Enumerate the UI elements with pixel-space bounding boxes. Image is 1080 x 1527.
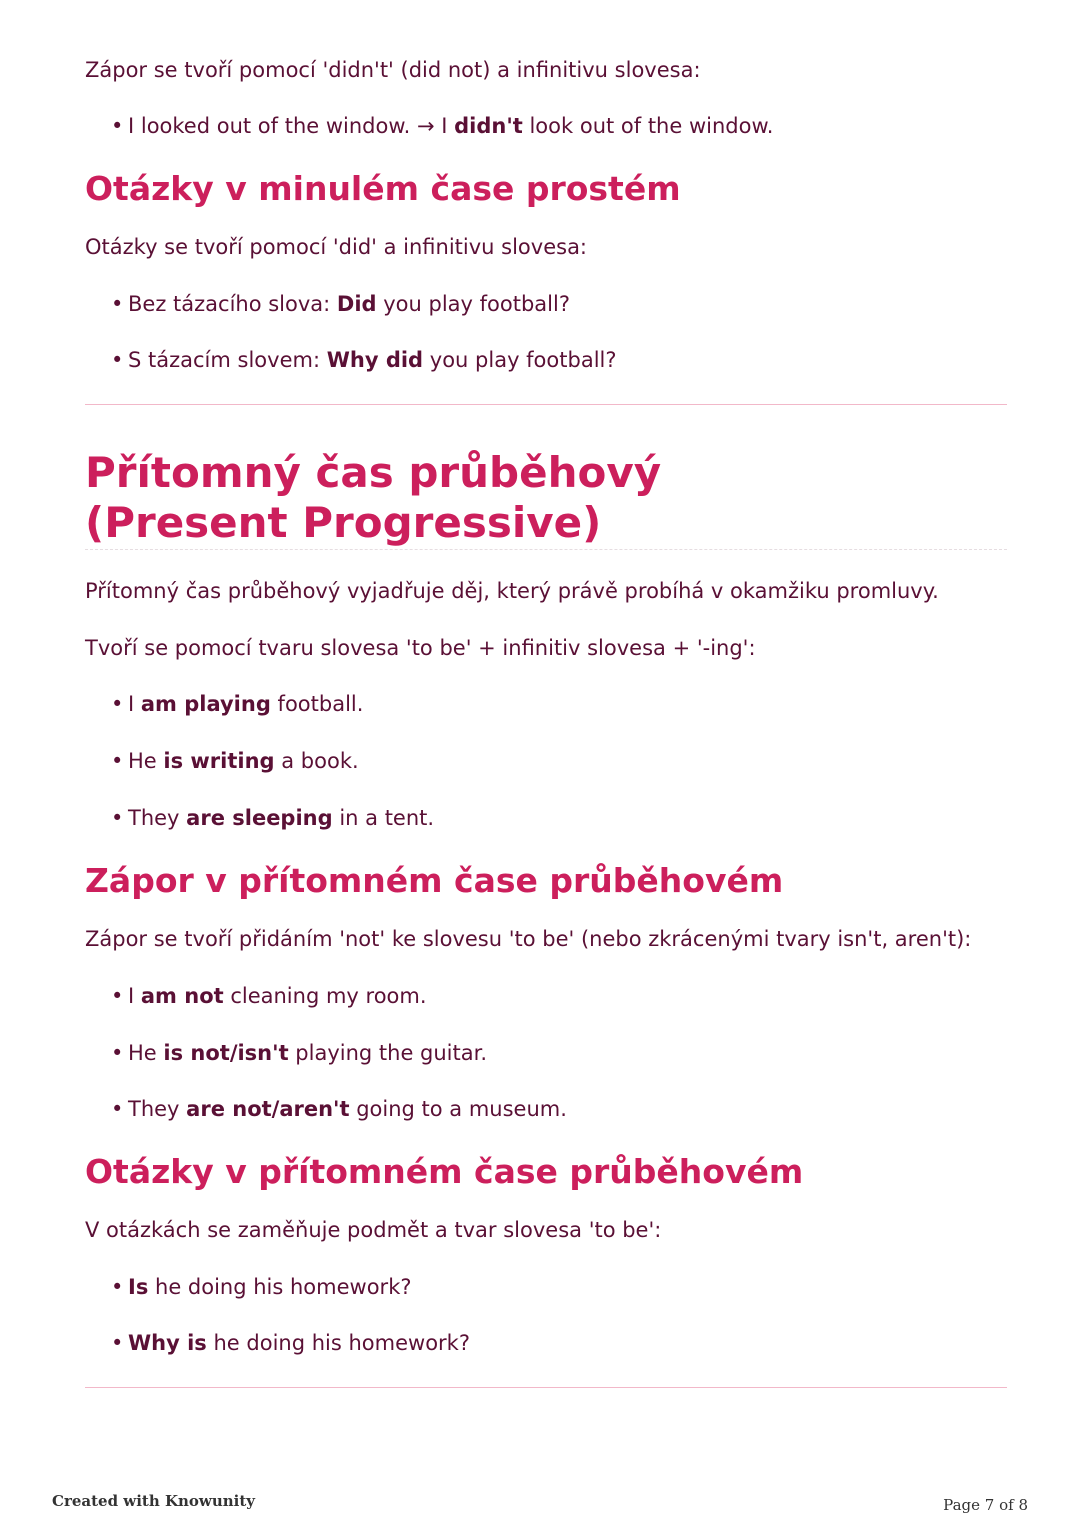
progressive-negation-intro: Zápor se tvoří přidáním 'not' ke slovesu 'to be' (nebo zkrácenými tvary isn't, aren't):	[85, 927, 972, 951]
present-progressive-intro: Přítomný čas průběhový vyjadřuje děj, který právě probíhá v okamžiku promluvy.	[85, 579, 939, 603]
progressive-questions-intro: V otázkách se zaměňuje podmět a tvar slovesa 'to be':	[85, 1218, 662, 1242]
list-item: • They are not/aren't going to a museum.	[111, 1097, 567, 1121]
progressive-negation-heading: Zápor v přítomném čase průběhovém	[85, 861, 784, 900]
list-item: • He is not/isn't playing the guitar.	[111, 1041, 487, 1065]
past-negation-intro: Zápor se tvoří pomocí 'didn't' (did not) a infinitivu slovesa:	[85, 58, 701, 82]
list-item: • I looked out of the window. → I didn't look out of the window.	[111, 114, 774, 138]
list-item: • They are sleeping in a tent.	[111, 806, 435, 830]
page-number: Page 7 of 8	[943, 1496, 1028, 1514]
section-divider	[85, 404, 1007, 405]
progressive-questions-heading: Otázky v přítomném čase průběhovém	[85, 1152, 804, 1191]
list-item: • Bez tázacího slova: Did you play football?	[111, 292, 570, 316]
list-item: • Why is he doing his homework?	[111, 1331, 470, 1355]
list-item: • Is he doing his homework?	[111, 1275, 412, 1299]
present-progressive-formation: Tvoří se pomocí tvaru slovesa 'to be' + infinitiv slovesa + '-ing':	[85, 636, 756, 660]
past-questions-heading: Otázky v minulém čase prostém	[85, 169, 681, 208]
section-divider	[85, 1387, 1007, 1388]
list-item: • I am playing football.	[111, 692, 364, 716]
title-underline	[85, 549, 1007, 550]
past-questions-intro: Otázky se tvoří pomocí 'did' a infinitivu slovesa:	[85, 235, 588, 259]
footer-credit: Created with Knowunity	[52, 1492, 255, 1510]
list-item: • S tázacím slovem: Why did you play football?	[111, 348, 617, 372]
list-item: • I am not cleaning my room.	[111, 984, 427, 1008]
list-item: • He is writing a book.	[111, 749, 359, 773]
present-progressive-title: Přítomný čas průběhový (Present Progressive)	[85, 448, 662, 547]
